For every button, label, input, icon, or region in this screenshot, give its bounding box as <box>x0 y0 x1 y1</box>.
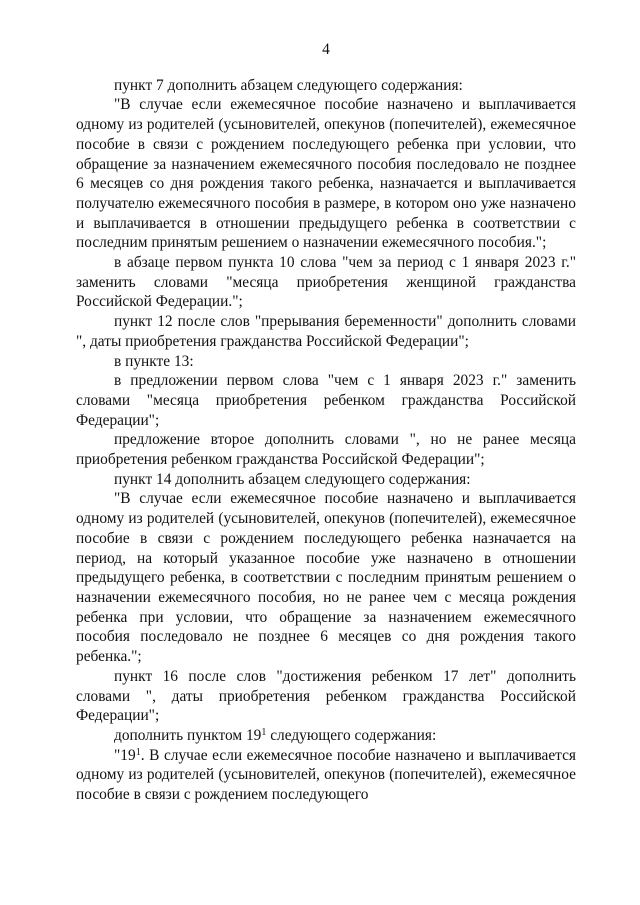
paragraph-p13-sentence1: в предложении первом слова "чем с 1 января 2023 г." заменить словами "месяца приобретения ребенком гражданства Российской Федерации"; <box>76 372 576 429</box>
p19-intro-superscript: 1 <box>261 726 267 738</box>
page-number: 4 <box>322 41 330 58</box>
paragraph-p19-text <box>76 746 576 805</box>
paragraph-p19-intro <box>76 726 576 746</box>
paragraph-p14: пункт 14 дополнить абзацем следующего содержания: <box>114 470 471 488</box>
paragraph-p14-quote: "В случае если ежемесячное пособие назначено и выплачивается одному из родителей (усыновителей, опекунов (попечителей), ежемесячное пособие в связи с рождением последующего ребенка назначается на период, на который указанное пособие уже назначено в отношении предыдущего ребенка, в соответствии с последним принятым решением о назначении ежемесячного пособия, но не ранее чем с месяца рождения ребенка при условии, что обращение за назначением ежемесячного пособия последовало не позднее 6 месяцев со дня рождения такого ребенка."; <box>76 490 576 666</box>
p19-body: . В случае если ежемесячное пособие назначено и выплачивается одному из родителей (усыновителей, опекунов (попечителей), ежемесячное пособие в связи с рождением последующего <box>76 746 576 804</box>
paragraph-p10: в абзаце первом пункта 10 слова "чем за период с 1 января 2023 г." заменить словами "месяца приобретения женщиной гражданства Российской Федерации."; <box>76 254 576 311</box>
p19-intro-text: дополнить пунктом 19 <box>114 726 262 744</box>
p19-number: "19 <box>114 746 136 764</box>
paragraph-p13-sentence2: предложение второе дополнить словами ", но не ранее месяца приобретения ребенком гражданства Российской Федерации"; <box>76 431 576 469</box>
paragraph-p7-quote: "В случае если ежемесячное пособие назначено и выплачивается одному из родителей (усыновителей, опекунов (попечителей), ежемесячное пособие в связи с рождением последующего ребенка при условии, что обращение за назначением ежемесячного пособия последовало не позднее 6 месяцев со дня рождения такого ребенка, назначается и выплачивается получателю ежемесячного пособия в размере, в котором оно уже назначено и выплачивается в отношении предыдущего ребенка в соответствии с последним принятым решением о назначении ежемесячного пособия."; <box>76 96 576 252</box>
paragraph-p7: пункт 7 дополнить абзацем следующего содержания: <box>114 76 463 94</box>
p19-superscript: 1 <box>135 746 141 758</box>
paragraph-p13: в пункте 13: <box>114 352 194 370</box>
paragraph-p12: пункт 12 после слов "прерывания беременности" дополнить словами ", даты приобретения гражданства Российской Федерации"; <box>76 313 576 350</box>
paragraph-p16: пункт 16 после слов "достижения ребенком 17 лет" дополнить словами ", даты приобретения ребенком гражданства Российской Федерации"; <box>76 667 576 725</box>
p19-intro-tail: следующего содержания: <box>266 726 437 744</box>
